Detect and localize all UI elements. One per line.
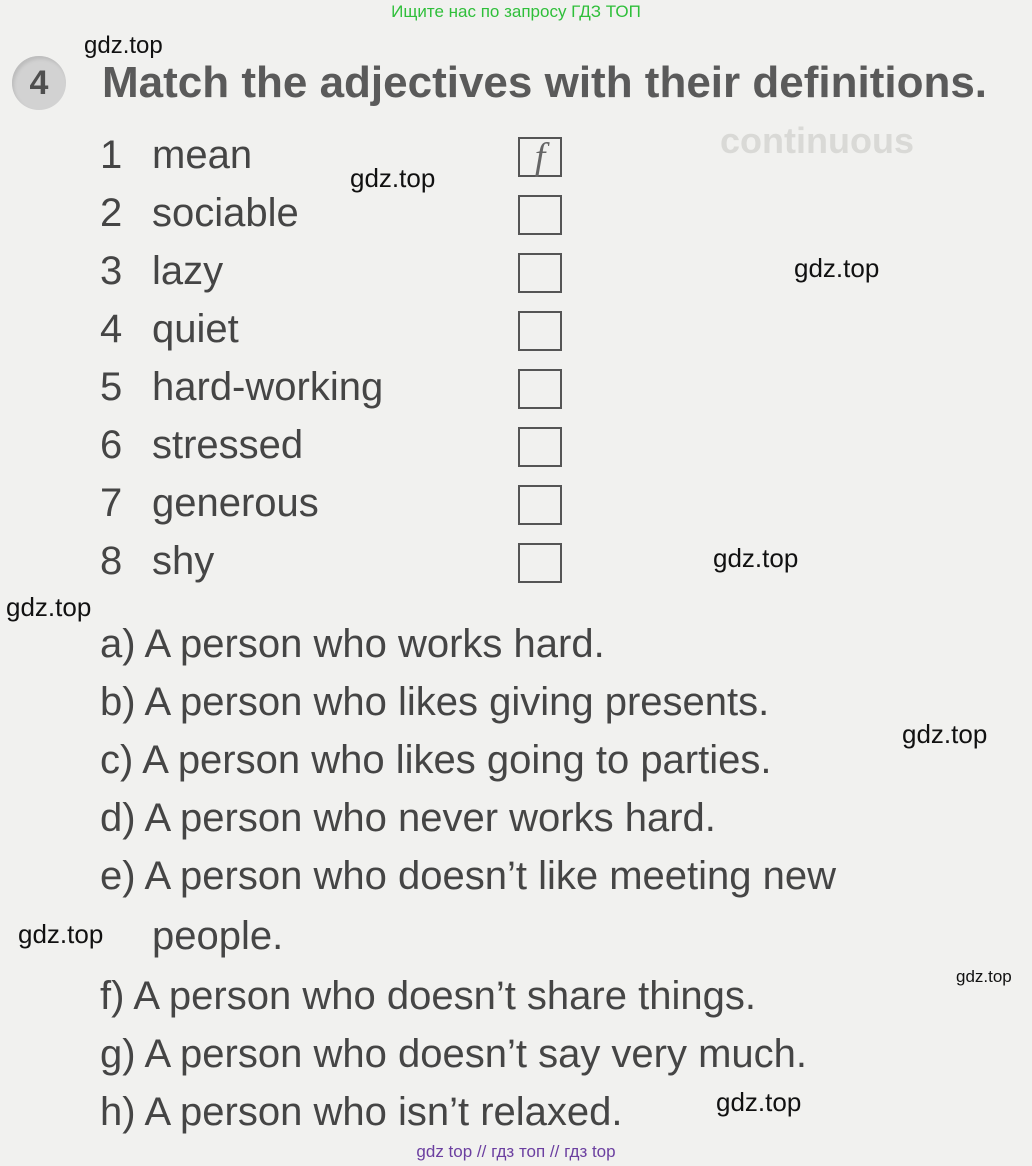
item-number: 8 [100,539,123,583]
item-word: hard-working [152,365,384,409]
watermark: gdz.top [84,32,163,59]
definition-line: c) A person who likes going to parties. [100,738,772,782]
watermark: gdz.top [713,543,799,573]
watermark: gdz.top [794,253,880,283]
adjective-item [100,191,299,249]
answer-box[interactable] [518,543,562,583]
watermark: gdz.top [902,719,988,749]
exercise-number-badge: 4 [12,56,66,110]
show-through-background: continuous [720,120,914,161]
exercise-title: Match the adjectives with their definitions. [102,58,988,107]
answer-box[interactable] [518,311,562,351]
top-banner[interactable]: Ищите нас по запросу ГДЗ ТОП [391,2,641,21]
definition-line: b) A person who likes giving presents. [100,680,770,724]
item-number: 7 [100,481,123,525]
definition-line: d) A person who never works hard. [100,796,716,840]
adjective-item [100,249,223,307]
item-number: 3 [100,249,123,293]
definition-line: h) A person who isn’t relaxed. [100,1090,623,1134]
item-number: 5 [100,365,123,409]
adjective-item [100,133,252,191]
watermark: gdz.top [716,1087,802,1117]
answer-box[interactable] [518,253,562,293]
item-word: stressed [152,423,304,467]
watermark: gdz.top [18,919,104,949]
item-number: 2 [100,191,123,235]
answer-box[interactable] [518,369,562,409]
answer-box[interactable] [518,195,562,235]
definition-line: people. [152,914,284,958]
item-number: 6 [100,423,123,467]
watermark: gdz.top [6,592,92,622]
item-number: 1 [100,133,123,177]
adjective-item [100,423,303,481]
watermark: gdz.top [956,967,1012,986]
definition-line: g) A person who doesn’t say very much. [100,1032,808,1076]
adjective-item [100,365,383,423]
definition-line: f) A person who doesn’t share things. [100,974,756,1018]
answer-box[interactable]: f [518,137,562,177]
footer-links[interactable]: gdz top // гдз топ // гдз top [416,1142,616,1161]
answer-box[interactable] [518,485,562,525]
item-word: mean [152,133,253,177]
item-word: shy [152,539,215,583]
item-number: 4 [100,307,123,351]
item-word: generous [152,481,319,525]
watermark: gdz.top [350,163,436,193]
item-word: sociable [152,191,299,235]
adjective-item [100,307,239,365]
answer-box[interactable] [518,427,562,467]
adjective-item [100,481,319,539]
definition-line: e) A person who doesn’t like meeting new [100,854,836,898]
definition-line: a) A person who works hard. [100,622,605,666]
adjective-item [100,539,214,597]
item-word: lazy [152,249,224,293]
item-word: quiet [152,307,239,351]
